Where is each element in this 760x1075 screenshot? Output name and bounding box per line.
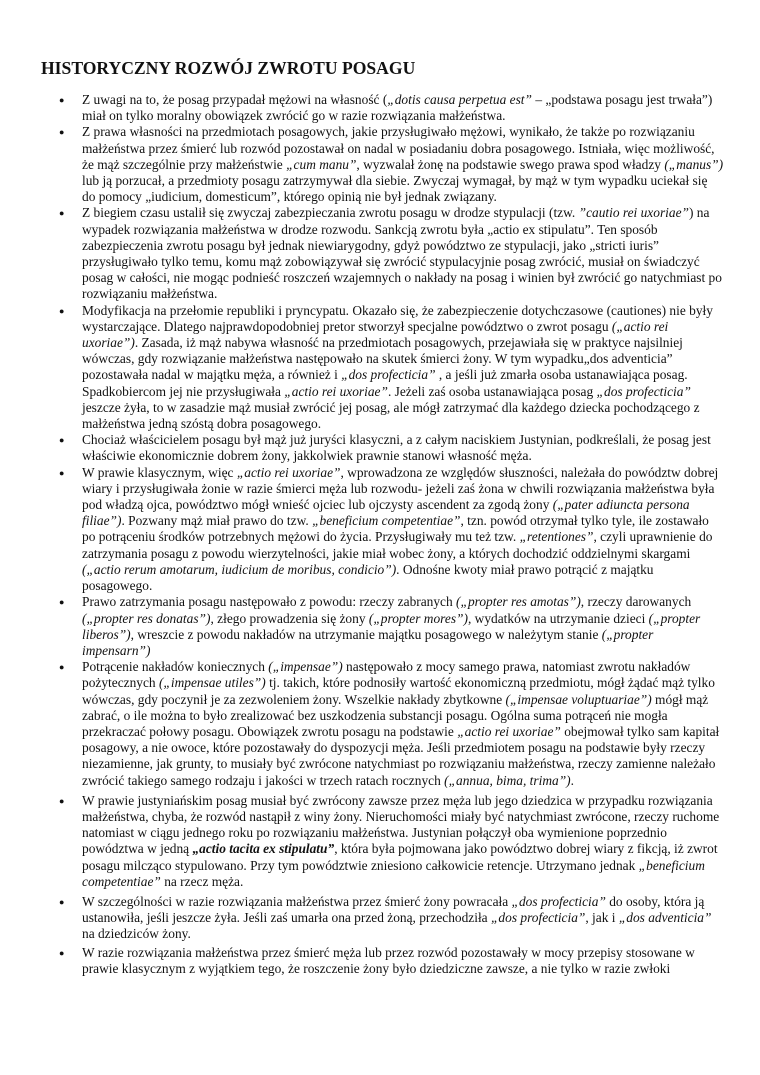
- text-segment: „dos profecticia”: [490, 910, 586, 926]
- text-segment: „dos profecticia”: [511, 893, 606, 909]
- text-segment: Modyfikacja na przełomie republiki i pryncypatu. Okazało się, że zabezpieczenie dotychczasowe (cautiones) nie były wystarczające. Dlatego najprawdopodobniej pretor stworzył specjalne powództwo o zwrot posagu: [82, 302, 713, 334]
- bullet-list: [82, 92, 724, 977]
- text-segment: . Odnośne kwoty miał prawo potrącić z majątku posagowego.: [82, 561, 654, 594]
- text-segment: , rzeczy darowanych: [580, 594, 692, 610]
- text-segment: „dos profecticia”: [341, 367, 436, 383]
- text-segment: („annua, bima, trima”): [444, 772, 571, 788]
- text-segment: , która była pojmowana jako powództwo dobrej wiary z fikcją, iż zwrot posagu milcząco stypulowano. Przy tym powództwie zniesiono całkowicie retencje. Utrzymano jednak: [82, 841, 718, 873]
- text-segment: W szczególności w razie rozwiązania małżeństwa przez śmierć żony powracała: [82, 893, 512, 909]
- text-segment: Z biegiem czasu ustalił się zwyczaj zabezpieczania zwrotu posagu w drodze stypulacji (tzw.: [82, 205, 579, 221]
- text-segment: , czyli uprawnienie do zatrzymania posagu z powodu wierzytelności, jakie miał wobec żony, a których dochodzić oddzielnymi skargami: [82, 529, 713, 561]
- text-segment: („propter res donatas”): [82, 610, 211, 626]
- text-segment: („propter res amotas”): [456, 594, 581, 610]
- text-segment: („propter liberos”): [82, 610, 701, 642]
- text-segment: „retentiones”: [519, 529, 594, 545]
- text-segment: , wreszcie z powodu nakładów na utrzymanie majątku posagowego w należytym stanie: [130, 626, 602, 642]
- text-segment: na dziedziców żony.: [82, 926, 191, 942]
- text-segment: lub ją porzucał, a przedmioty posagu zatrzymywał dla siebie. Zwyczaj wymagał, by mąż w tym wypadku uciekał się do pomocy „iudicium, domesticum”, którego opinią nie był jednak związany.: [82, 173, 708, 205]
- text-segment: , tzn. powód otrzymał tylko tyle, ile zostawało po potrąceniu środków potrzebnych mężowi do życia. Przysługiwały mu też tzw.: [82, 513, 709, 545]
- text-segment: „actio rei uxoriae”: [457, 723, 561, 739]
- list-item: [82, 894, 724, 943]
- list-item: [82, 303, 724, 433]
- list-item: [82, 432, 724, 464]
- text-segment: („actio rerum amotarum, iudicium de moribus, condicio”): [82, 561, 397, 577]
- text-segment: („pater adiuncta persona filiae”): [82, 497, 690, 529]
- text-segment: , wydatków na utrzymanie dzieci: [467, 610, 649, 626]
- text-segment: .: [570, 772, 574, 788]
- text-segment: do osoby, która ją ustanowiła, jeśli jeszcze żyła. Jeśli zaś umarła ona przed żoną, przechodziła: [82, 893, 705, 926]
- text-segment: , wprowadzona ze względów słuszności, należała do powództw dobrej wiary i przysługiwała żonie w razie śmierci męża lub rozwodu- jeżeli zaś żona w chwili rozwiązania małżeństwa była pod władzą ojca, powództwo mógł wnieść ojciec lub ojczysty ascendent za zgodą żony: [82, 464, 719, 513]
- page-title: HISTORYCZNY ROZWÓJ ZWROTU POSAGU: [41, 58, 416, 78]
- text-segment: . Jeżeli zaś osoba ustanawiająca posag: [387, 383, 597, 399]
- text-segment: („impensae voluptuariae”): [505, 691, 652, 707]
- text-segment: „actio rei uxoriae”: [284, 383, 388, 399]
- text-segment: W razie rozwiązania małżeństwa przez śmierć męża lub przez rozwód pozostawały w mocy przepisy stosowane w prawie klasycznym z wyjątkiem tego, że roszczenie żony było dziedziczne zawsze, a nie tylko w razie zwłoki: [82, 944, 695, 976]
- list-item: [82, 124, 724, 205]
- list-item: [82, 465, 724, 595]
- text-segment: na rzecz męża.: [160, 873, 244, 889]
- text-segment: Z uwagi na to, że posag przypadał mężowi na własność (: [82, 92, 388, 107]
- text-segment: „dotis causa perpetua est”: [387, 92, 532, 107]
- text-segment: Z prawa własności na przedmiotach posagowych, jakie przysługiwało mężowi, wynikało, że także po rozwiązaniu małżeństwa przez śmierć lub rozwód pozostawał on nadal w posiadaniu dobra posagowego. Istniała, więc możliwość, że mąż szczególnie przy małżeństwie: [82, 124, 715, 172]
- text-segment: („impensae utiles”): [158, 675, 266, 691]
- text-segment: „beneficium competentiae”: [82, 857, 705, 889]
- list-item: [82, 793, 724, 890]
- text-segment: jeszcze żyła, to w zasadzie mąż musiał zwrócić jej posag, ale mógł zatrzymać dla każdego dziecka pochodzącego z małżeństwa jedną szóstą dobra posagowego.: [82, 399, 700, 432]
- text-segment: „actio rei uxoriae”: [236, 464, 341, 480]
- text-segment: „cum manu”: [286, 156, 357, 172]
- text-segment: , a jeśli już zmarła osoba ustanawiająca posag. Spadkobiercom jej nie przysługiwała: [82, 367, 688, 399]
- text-segment: ) na wypadek rozwiązania małżeństwa w drodze rozwodu. Sankcją zwrotu była „actio ex stipulatu”. Ten sposób zabezpieczenia zwrotu posagu był jednak niewiarygodny, gdyż powództwo ze stypulacji, jako „stricti iuris” przysługiwało tylko temu, komu mąż zobowiązywał się zwrócić stypulacyjnie posag zwrócić, musiał on świadczyć posag w całości, nie mogąc podnieść roszczeń wzajemnych o nakłady na posag i winien był zwrócić go natychmiast po rozwiązaniu małżeństwa.: [82, 205, 722, 302]
- list-item: [82, 659, 724, 789]
- text-segment: , wyzwalał żonę na podstawie swego prawa spod władzy: [356, 156, 665, 172]
- text-segment: „actio tacita ex stipulatu”: [192, 841, 335, 857]
- text-segment: tj. takich, które podnosiły wartość ekonomiczną przedmiotu, mógł żądać mąż tylko wówczas, gdy poczynił je za zezwoleniem żony. Wszelkie nakłady zbytkowne: [82, 675, 715, 707]
- text-segment: („propter impensarn”): [82, 626, 654, 658]
- text-segment: , złego prowadzenia się żony: [210, 610, 369, 626]
- text-segment: następowało z mocy samego prawa, natomiast zwrotu nakładów pożytecznych: [82, 659, 691, 691]
- text-segment: mógł mąż zabrać, o ile można to było zrealizować bez uszkodzenia substancji posagu. Ogólna suma potrąceń nie mogła przekraczać połowy posagu. Obowiązek zwrotu posagu na podstawie: [82, 691, 709, 739]
- text-segment: W prawie klasycznym, więc: [82, 464, 237, 480]
- text-segment: Prawo zatrzymania posagu następowało z powodu: rzeczy zabranych: [82, 594, 457, 610]
- list-item: [82, 594, 724, 659]
- text-segment: („manus”): [664, 156, 724, 172]
- text-segment: („propter mores”): [368, 610, 468, 626]
- text-segment: obejmował tylko sam kapitał posagowy, a nie owoce, które pozostawały do dyspozycji męża. Jeśli przedmiotem posagu na podstawie były rzeczy niezamienne, jak grunty, to musiały być zwrócone natychmiast po rozwiązaniu małżeństwa, rzeczy zamienne należało zwrócić takiego samego rodzaju i jakości w trzech ratach rocznych: [82, 723, 720, 788]
- text-segment: . Zasada, iż mąż nabywa własność na przedmiotach posagowych, przejawiała się w praktyce najsilniej wówczas, gdy rozwiązanie małżeństwa następowało na skutek śmierci żony. W tym wypadku„dos adventicia” pozostawała nadal w majątku męża, a również i: [82, 335, 683, 383]
- text-segment: Chociaż właścicielem posagu był mąż już juryści klasyczni, a z całym naciskiem Justynian, podkreślali, że posag jest właściwie ekonomicznie dobrem żony, jakkolwiek prawnie stanowi własność męża.: [82, 432, 711, 464]
- text-segment: , jak i: [585, 910, 619, 926]
- text-segment: („impensae”): [268, 659, 343, 675]
- list-item: [82, 205, 724, 302]
- text-segment: – „podstawa posagu jest trwała”) miał on tylko moralny obowiązek zwrócić go w razie rozwiązania małżeństwa.: [82, 92, 713, 124]
- list-item: [82, 945, 724, 977]
- text-segment: . Pozwany mąż miał prawo do tzw.: [121, 513, 313, 529]
- text-segment: „dos profecticia”: [596, 383, 691, 399]
- text-segment: „beneficium competentiae”: [312, 513, 461, 529]
- text-segment: ”cautio rei uxoriae”: [578, 205, 689, 221]
- text-segment: („actio rei uxoriae”): [82, 318, 669, 351]
- list-item: [82, 92, 724, 124]
- text-segment: „dos adventicia”: [618, 910, 712, 926]
- text-segment: Potrącenie nakładów koniecznych: [82, 659, 269, 675]
- text-segment: W prawie justyniańskim posag musiał być zwrócony zawsze przez męża lub jego dziedzica w przypadku rozwiązania małżeństwa, chyba, że rozwód nastąpił z winy żony. Nieruchomości miały być natychmiast zwrócone, rzeczy ruchome natomiast w ciągu jednego roku po rozwiązaniu małżeństwa. Justynian połączył oba wymienione poprzednio powództwa w jedną: [82, 792, 720, 857]
